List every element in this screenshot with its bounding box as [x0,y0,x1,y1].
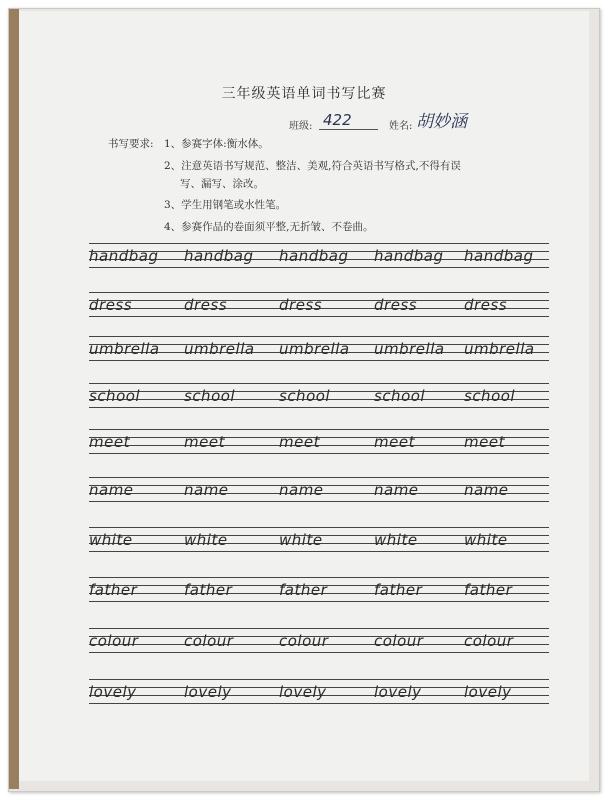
writing-row [89,383,549,417]
handwritten-word: colour [279,632,329,650]
guide-line [89,527,549,528]
handwritten-word: dress [184,296,228,314]
guide-line [89,679,549,680]
handwritten-word: name [89,481,134,499]
handwritten-word: handbag [464,247,534,265]
requirement-1: 1、参赛字体:衡水体。 [164,138,269,150]
writing-row [89,429,549,463]
handwritten-word: school [89,387,141,405]
handwritten-word: father [279,581,328,599]
handwritten-word: dress [374,296,418,314]
handwritten-word: umbrella [374,340,445,358]
handwritten-word: handbag [279,247,349,265]
handwritten-word: school [464,387,516,405]
guide-line [89,628,549,629]
writing-row [89,577,549,611]
requirement-2: 2、注意英语书写规范、整洁、美观,符合英语书写格式,不得有误 [164,160,461,172]
guide-line [89,292,549,293]
guide-line [89,336,549,337]
handwritten-word: meet [89,433,130,451]
handwritten-word: school [374,387,426,405]
handwritten-word: name [279,481,324,499]
handwritten-word: meet [184,433,225,451]
handwritten-word: handbag [374,247,444,265]
guide-line [89,407,549,408]
handwritten-word: white [464,531,508,549]
writing-row [89,336,549,370]
handwritten-word: school [279,387,331,405]
handwritten-word: name [464,481,509,499]
handwritten-word: name [374,481,419,499]
handwritten-word: lovely [279,683,327,701]
guide-line [89,501,549,502]
guide-line [89,360,549,361]
handwritten-word: white [184,531,228,549]
writing-row [89,292,549,326]
handwritten-word: colour [464,632,514,650]
handwritten-word: dress [279,296,323,314]
handwritten-word: umbrella [279,340,350,358]
handwritten-word: lovely [374,683,422,701]
handwritten-word: school [184,387,236,405]
requirement-3: 3、学生用钢笔或水性笔。 [164,199,287,211]
student-name: 胡妙涵 [416,112,467,132]
guide-line [89,316,549,317]
worksheet-paper [19,11,589,781]
handwritten-word: dress [89,296,133,314]
guide-line [89,429,549,430]
handwritten-word: father [89,581,138,599]
handwritten-word: white [89,531,133,549]
writing-row [89,243,549,277]
requirements-heading: 书写要求: [108,138,154,150]
guide-line [89,577,549,578]
handwritten-word: meet [374,433,415,451]
handwritten-word: father [184,581,233,599]
wood-edge [9,9,19,789]
writing-row [89,527,549,561]
requirement-4: 4、参赛作品的卷面须平整,无折皱、不卷曲。 [164,221,374,233]
handwritten-word: dress [464,296,508,314]
handwritten-word: lovely [89,683,137,701]
guide-line [89,652,549,653]
handwritten-word: lovely [184,683,232,701]
handwritten-word: handbag [184,247,254,265]
handwritten-word: umbrella [184,340,255,358]
guide-line [89,383,549,384]
handwritten-word: colour [89,632,139,650]
worksheet-title: 三年级英语单词书写比赛 [221,86,387,102]
handwritten-word: umbrella [464,340,535,358]
handwritten-word: name [184,481,229,499]
guide-line [89,243,549,244]
handwritten-word: handbag [89,247,159,265]
handwritten-word: father [374,581,423,599]
writing-row [89,477,549,511]
handwritten-word: white [374,531,418,549]
handwritten-word: white [279,531,323,549]
handwritten-word: lovely [464,683,512,701]
handwritten-word: father [464,581,513,599]
guide-line [89,267,549,268]
handwritten-word: colour [374,632,424,650]
requirement-2-cont: 写、漏写、涂改。 [180,178,264,190]
handwritten-word: meet [279,433,320,451]
guide-line [89,453,549,454]
handwritten-word: meet [464,433,505,451]
name-label: 姓名: [389,121,413,132]
class-label: 班级: [289,121,313,132]
guide-line [89,477,549,478]
writing-row [89,628,549,662]
guide-line [89,601,549,602]
handwritten-word: colour [184,632,234,650]
handwritten-word: umbrella [89,340,160,358]
writing-row [89,679,549,713]
class-value: 422 [319,111,378,130]
guide-line [89,703,549,704]
guide-line [89,551,549,552]
